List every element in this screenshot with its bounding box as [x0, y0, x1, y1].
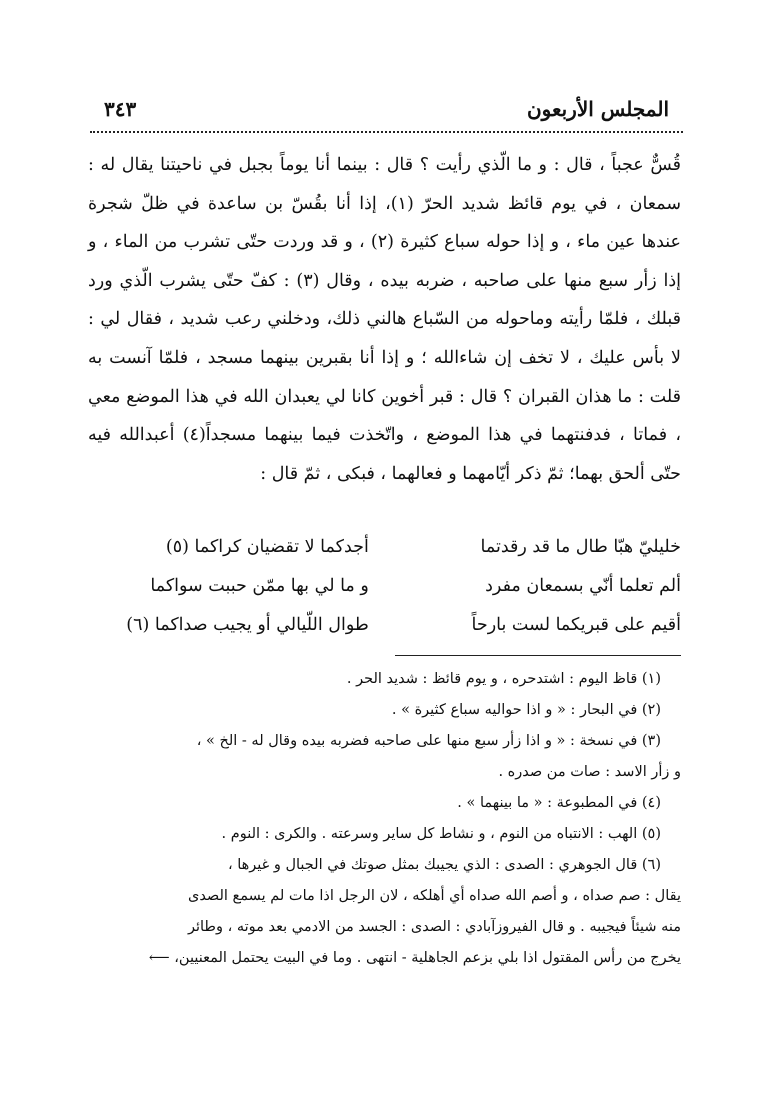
page-header	[104, 94, 669, 124]
footnote-6-continued: يقال : صم صداه ، و أصم الله صداه أي أهلكه ، لان الرجل اذا مات لم يسمع الصدى	[187, 888, 681, 904]
poem-verse	[92, 528, 681, 567]
footnote-4: (٤) في المطبوعة : « ما بينهما » .	[457, 795, 661, 811]
footnote-2: (٢) في البحار : « و اذا حواليه سباع كثيرة » .	[391, 702, 661, 718]
footnote-6-continued: يخرج من رأس المقتول اذا بلي بزعم الجاهلية - انتهى . وما في البيت يحتمل المعنيين، ⟵	[148, 950, 681, 966]
footnote-6-continued: منه شيئاً فيجيبه . و قال الفيروزآبادي : الصدى : الجسد من الادمي بعد موته ، وطائر	[187, 919, 681, 935]
verse-first-hemistich: خليليّ هبّا طال ما قد رقدتما	[480, 537, 681, 557]
footnote-6: (٦) قال الجوهري : الصدى : الذي يجيبك بمثل صوتك في الجبال و غيرها ،	[227, 857, 661, 873]
main-paragraph: قُسٌّ عجباً ، قال : و ما الّذي رأيت ؟ قال : بينما أنا يوماً بجبل في ناحيتنا يقال له : سمعان ، في يوم قائظ شديد الحرّ (١)، إذا أنا بقُسّ بن ساعدة في ظلّ شجرة عندها عين ماء ، و إذا حوله سباع كثيرة (٢) ، و قد وردت حتّى تشرب من الماء ، و إذا زأر سبع منها على صاحبه ، ضربه بيده ، وقال (٣) : كفّ حتّى يشرب الّذي ورد قبلك ، فلمّا رأيته وماحوله من السّباع هالني ذلك، ودخلني رعب شديد ، فقال لي : لا بأس عليك ، لا تخف إن شاءالله ؛ و إذا أنا بقبرين بينهما مسجد ، فلمّا آنست به قلت : ما هذان القبران ؟ قال : قبر أخوين كانا لي يعبدان الله في هذا الموضع معي ، فماتا ، فدفنتهما في هذا الموضع ، واتّخذت فيما بينهما مسجداً(٤) أعبدالله فيه حتّى ألحق بهما؛ ثمّ ذكر أيّامهما و فعالهما ، فبكى ، ثمّ قال :	[88, 155, 681, 484]
footnotes	[84, 664, 681, 974]
poem-verse	[92, 606, 681, 645]
verse-first-hemistich: أقيم على قبريكما لست بارحاً	[471, 615, 681, 635]
footnote-separator	[395, 655, 681, 656]
verse-second-hemistich: و ما لي بها ممّن حببت سواكما	[150, 576, 369, 596]
verse-first-hemistich: ألم تعلما أنّي بسمعان مفرد	[485, 576, 681, 596]
verse-second-hemistich: أجدكما لا تقضيان كراكما (٥)	[165, 537, 369, 557]
footnote-3-continued: و زأر الاسد : صات من صدره .	[498, 764, 681, 780]
footnote-1: (١) قاظ اليوم : اشتدحره ، و يوم قائظ : شديد الحر .	[346, 671, 661, 687]
footnote-3: (٣) في نسخة : « و اذا زأر سبع منها على صاحبه فضربه بيده وقال له - الخ » ،	[196, 733, 661, 749]
header-dotted-rule	[90, 131, 683, 133]
page-number: ٣٤٣	[104, 97, 137, 121]
poem-verse	[92, 567, 681, 606]
poem	[92, 528, 681, 645]
footnote-5: (٥) الهب : الانتباه من النوم ، و نشاط كل ساير وسرعته . والكرى : النوم .	[221, 826, 661, 842]
main-text	[88, 146, 681, 493]
verse-second-hemistich: طوال اللّيالي أو يجيب صداكما (٦)	[126, 615, 369, 635]
chapter-title: المجلس الأربعون	[526, 97, 669, 121]
